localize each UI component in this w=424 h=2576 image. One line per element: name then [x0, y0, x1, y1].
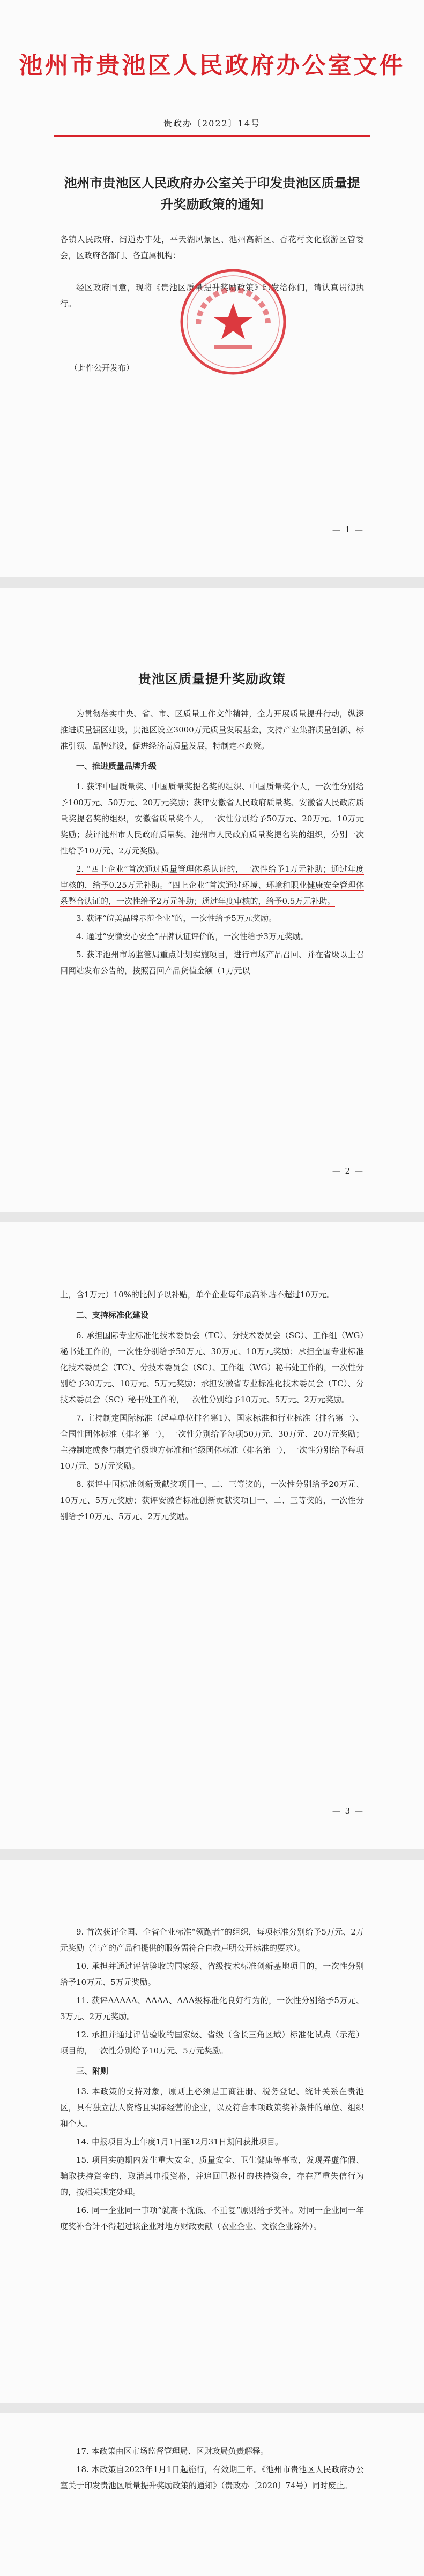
- policy-content-3: [60, 1924, 364, 2237]
- section-heading: 一、推进质量品牌升级: [76, 761, 157, 771]
- item-15: 15. 项目实施期内发生重大安全、质量安全、卫生健康等事故，发现弄虚作假、骗取扶持资金的，取消其申报资格，并追回已拨付的扶持资金，存在严重失信行为的，按相关规定处理。: [60, 2155, 364, 2197]
- page-number: — 3 —: [332, 1806, 364, 1816]
- item-11: 11. 获评AAAAA、AAAA、AAA级标准化良好行为的，一次性分别给予5万元、3万元、2万元奖励。: [60, 1996, 364, 2021]
- section-heading: 三、附则: [76, 2066, 109, 2076]
- red-header-title: 池州市贵池区人民政府办公室文件: [19, 52, 405, 79]
- page-3: [0, 1222, 424, 1849]
- policy-title: 贵池区质量提升奖励政策: [138, 671, 286, 686]
- item-17: 17. 本政策由区市场监督管理局、区财政局负责解释。: [76, 2446, 269, 2456]
- policy-content-4: [60, 2443, 364, 2496]
- item-6: 6. 承担国际专业标准化技术委员会（TC）、分技术委员会（SC）、工作组（WG）秘书处工作的，一次性分别给予50万元、30万元、10万元奖励；承担全国专业标准化技术委员会（TC）、分技术委员会（SC）、工作组（WG）秘书处工作的，一次性分别给予30万元、10万元、5万元奖励；承担安徽省专业标准化技术委员会（TC）、分技术委员会（SC）秘书处工作的，一次性分别给予10万元、5万元、2万元奖励。: [60, 1331, 364, 1404]
- policy-content-1: [60, 706, 364, 981]
- page-number: — 2 —: [332, 1166, 364, 1176]
- public-note: （此件公开发布）: [70, 363, 135, 373]
- item-3: 3. 获评“皖美品牌示范企业”的，一次性给予5万元奖励。: [76, 913, 277, 923]
- document-number: 贵政办〔2022〕14号: [163, 118, 261, 129]
- item-18: 18. 本政策自2023年1月1日起施行，有效期三年。《池州市贵池区人民政府办公室关于印发贵池区质量提升奖励政策的通知》（贵政办〔2020〕74号）同时废止。: [60, 2465, 364, 2490]
- underlined-text: 2. “四上企业”首次通过质量管理体系认证的，一次性给予1万元补助；通过年度审核的，给予0.25万元补助。“四上企业”首次通过环境、环境和职业健康安全管理体系整合认证的，一次性给予2万元补助；通过年度审核的，给予0.5万元补助。: [60, 864, 364, 906]
- page-2: [0, 588, 424, 1212]
- policy-content-2: [60, 1287, 364, 1527]
- item-9: 9. 首次获评全国、全省企业标准“领跑者”的组织，每项标准分别给予5万元、2万元奖励（生产的产品和提供的服务需符合自我声明公开标准的要求）。: [60, 1927, 364, 1953]
- item-4: 4. 通过“安徽安心安全”品牌认证评价的，一次性给予3万元奖励。: [76, 932, 309, 941]
- item-14: 14. 申报项目为上年度1月1日至12月31日期间获批项目。: [76, 2137, 283, 2147]
- item-5: 5. 获评池州市场监管局重点计划实施项目，进行市场产品召回、并在省级以上召回网站发布公告的，按照召回产品货值金额（1万元以: [60, 950, 364, 976]
- item-8: 8. 获评中国标准创新贡献奖项目一、二、三等奖的，一次性分别给予20万元、10万元、5万元奖励；获评安徽省标准创新贡献奖项目一、二、三等奖的，一次性分别给予10万元、5万元、2万元奖励。: [60, 1479, 364, 1521]
- item-5-continued: 上，含1万元）10%的比例予以补贴，单个企业每年最高补贴不超过10万元。: [60, 1290, 334, 1300]
- page-5: [0, 2413, 424, 2576]
- item-12: 12. 承担并通过评估验收的国家级、省级（含长三角区域）标准化试点（示范）项目的，一次性分别给予10万元、5万元奖励。: [60, 2030, 364, 2056]
- item-1: 1. 获评中国质量奖、中国质量奖提名奖的组织、中国质量奖个人，一次性分别给予100万元、50万元、20万元奖励；获评安徽省人民政府质量奖、安徽省人民政府质量奖提名奖的组织，安徽省质量奖个人，一次性分别给予50万元、20万元、10万元奖励；获评池州市人民政府质量奖、池州市人民政府质量奖提名奖的组织，分别一次性给予10万元、2万元奖励。: [60, 782, 364, 856]
- page-4: [0, 1860, 424, 2403]
- item-2: [60, 861, 364, 909]
- page-number: — 1 —: [332, 525, 364, 534]
- intro-paragraph: 为贯彻落实中央、省、市、区质量工作文件精神，全力开展质量提升行动，纵深推进质量强区建设，贵池区设立3000万元质量发展基金，支持产业集群质量创新、标准引领、品牌建设，促进经济高质量发展，特制定本政策。: [60, 709, 364, 751]
- item-7: 7. 主持制定国际标准（起草单位排名第1）、国家标准和行业标准（排名第一）、全国性团体标准（排名第一），一次性分别给予每项50万元、30万元、20万元奖励；主持制定或参与制定省级地方标准和省级团体标准（排名第一），一次性分别给予每项10万元、5万元奖励。: [60, 1413, 364, 1471]
- red-divider-line: [54, 135, 370, 137]
- page-1: [0, 0, 424, 577]
- notice-body: 经区政府同意，现将《贵池区质量提升奖励政策》印发给你们，请认真贯彻执行。: [60, 283, 364, 308]
- notice-title: 池州市贵池区人民政府办公室关于印发贵池区质量提升奖励政策的通知: [64, 175, 360, 212]
- item-13: 13. 本政策的支持对象，原则上必须是工商注册、税务登记、统计关系在贵池区，具有独立法人资格且实际经营的企业，以及符合本项政策奖补条件的单位、组织和个人。: [60, 2087, 364, 2128]
- item-10: 10. 承担并通过评估验收的国家级、省级技术标准创新基地项目的，一次性分别给予10万元、5万元奖励。: [60, 1961, 364, 1987]
- addressee: 各镇人民政府、街道办事处，平天湖风景区、池州高新区、杏花村文化旅游区管委会，区政府各部门、各直属机构：: [60, 235, 364, 260]
- item-16: 16. 同一企业同一事项“就高不就低、不重复”原则给予奖补。对同一企业同一年度奖补合计不得超过该企业对地方财政贡献（农业企业、文旅企业除外）。: [60, 2205, 364, 2231]
- official-seal-icon: [177, 266, 289, 378]
- section-heading: 二、支持标准化建设: [76, 1310, 149, 1320]
